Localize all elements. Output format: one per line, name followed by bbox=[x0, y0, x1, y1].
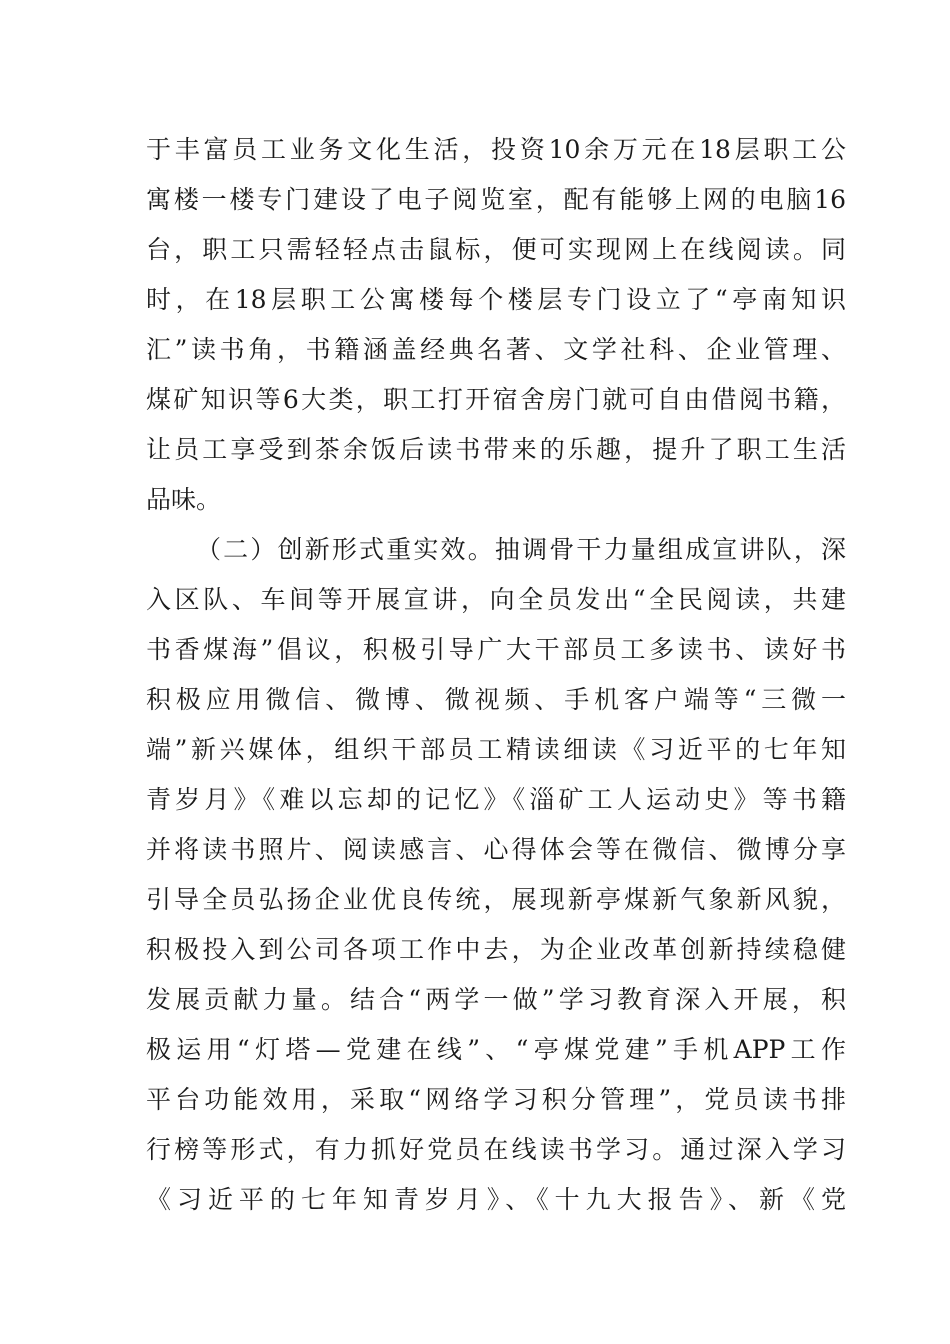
body-text-line: 时，在18层职工公寓楼每个楼层专门设立了“亭南知识 bbox=[146, 285, 846, 314]
body-text-line: 寓楼一楼专门建设了电子阅览室，配有能够上网的电脑16 bbox=[146, 185, 846, 214]
body-text-line: 极运用“灯塔—党建在线”、“亭煤党建”手机APP工作 bbox=[146, 1035, 846, 1064]
body-text-line: 青岁月》《难以忘却的记忆》《淄矿工人运动史》等书籍 bbox=[146, 785, 846, 814]
body-text-line: 《习近平的七年知青岁月》、《十九大报告》、新《党 bbox=[146, 1185, 846, 1214]
paragraph-heading-line: （二）创新形式重实效。抽调骨干力量组成宣讲队，深 bbox=[196, 535, 846, 564]
body-text-line: 入区队、车间等开展宣讲，向全员发出“全民阅读，共建 bbox=[146, 585, 846, 614]
body-text-line: 积极应用微信、微博、微视频、手机客户端等“三微一 bbox=[146, 685, 846, 714]
body-text-line: 台，职工只需轻轻点击鼠标，便可实现网上在线阅读。同 bbox=[146, 235, 846, 264]
body-text-line: 平台功能效用，采取“网络学习积分管理”，党员读书排 bbox=[146, 1085, 846, 1114]
body-text-line: 于丰富员工业务文化生活，投资10余万元在18层职工公 bbox=[146, 135, 846, 164]
body-text-line: 引导全员弘扬企业优良传统，展现新亭煤新气象新风貌， bbox=[146, 885, 846, 914]
body-text-line: 让员工享受到茶余饭后读书带来的乐趣，提升了职工生活 bbox=[146, 435, 846, 464]
body-text-line: 煤矿知识等6大类，职工打开宿舍房门就可自由借阅书籍， bbox=[146, 385, 846, 414]
body-text-line: 行榜等形式，有力抓好党员在线读书学习。通过深入学习 bbox=[146, 1135, 846, 1164]
body-text-line: 并将读书照片、阅读感言、心得体会等在微信、微博分享 bbox=[146, 835, 846, 864]
body-text-line: 汇”读书角，书籍涵盖经典名著、文学社科、企业管理、 bbox=[146, 335, 846, 364]
body-text-line: 品味。 bbox=[146, 485, 222, 514]
body-text-line: 发展贡献力量。结合“两学一做”学习教育深入开展，积 bbox=[146, 985, 846, 1014]
body-text-line: 积极投入到公司各项工作中去，为企业改革创新持续稳健 bbox=[146, 935, 846, 964]
body-text-line: 端”新兴媒体，组织干部员工精读细读《习近平的七年知 bbox=[146, 735, 846, 764]
body-text-line: 书香煤海”倡议，积极引导广大干部员工多读书、读好书 bbox=[146, 635, 846, 664]
